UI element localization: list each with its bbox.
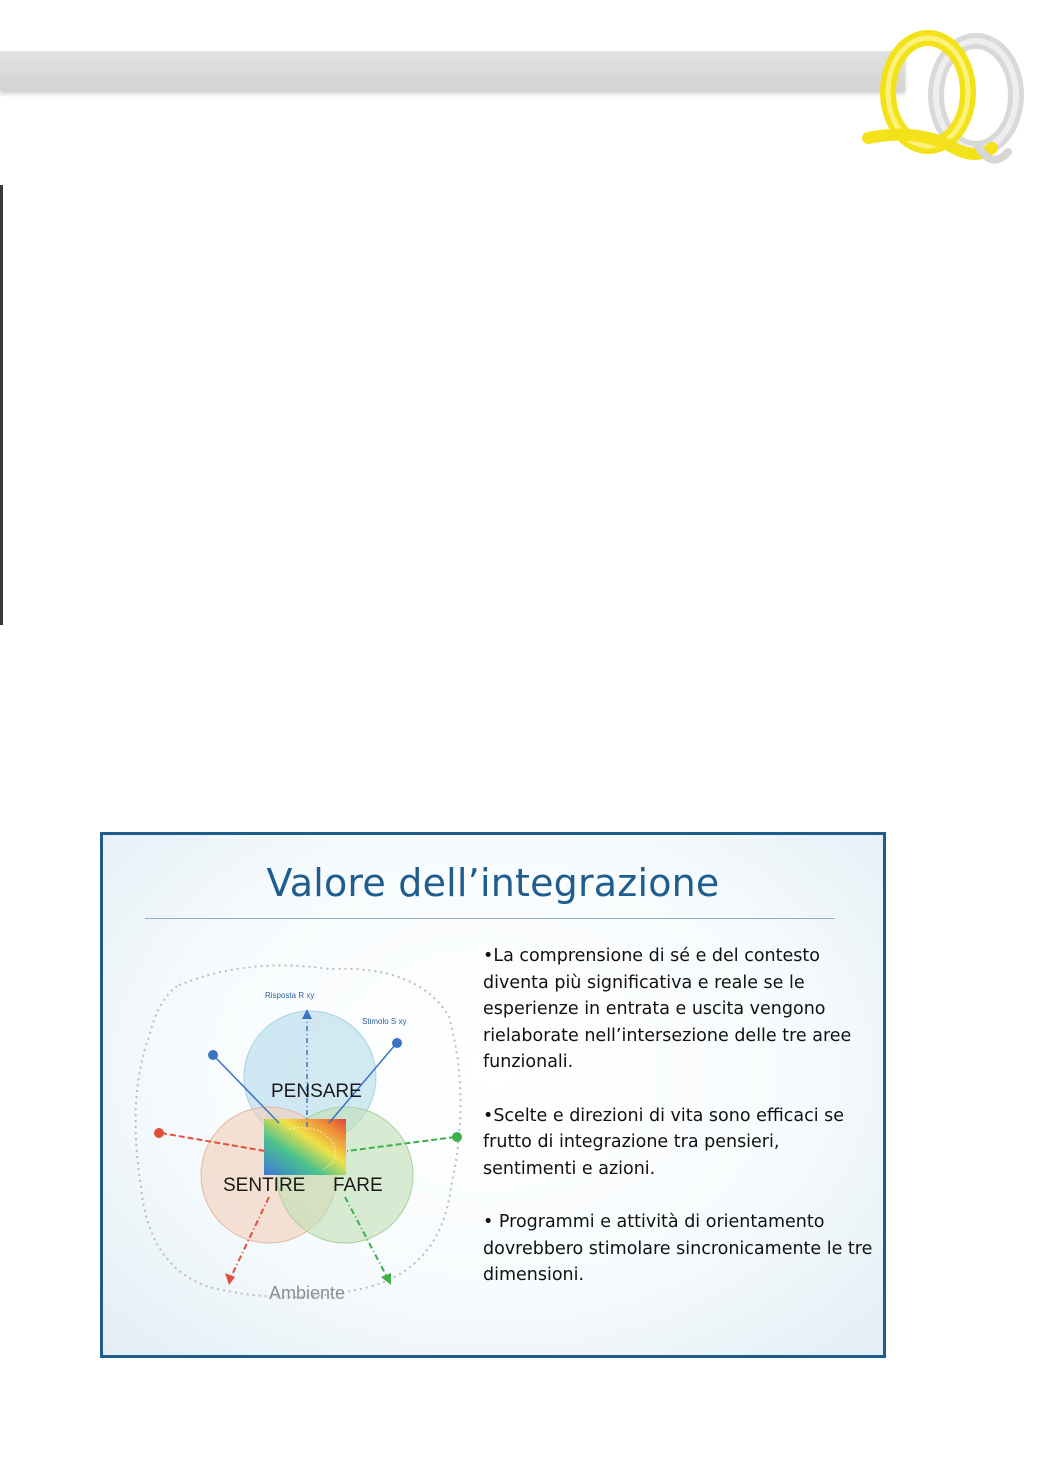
red-arrowhead <box>225 1273 235 1285</box>
header-bar <box>0 51 905 91</box>
blue-node-right <box>392 1038 402 1048</box>
left-margin-rule <box>0 185 3 625</box>
red-node <box>154 1128 164 1138</box>
bullet-item: •Scelte e direzioni di vita sono efficaci se frutto di integrazione tra pensieri, sentimenti e azioni. <box>483 1105 845 1179</box>
slide-image <box>100 832 886 1358</box>
bullet-item: •La comprensione di sé e del contesto diventa più significativa e reale se le esperienze in entrata e uscita vengono rielaborate nell’intersezione delle tre aree funzionali. <box>483 946 852 1072</box>
title-divider <box>145 918 835 919</box>
qq-logo <box>858 20 1038 180</box>
ambiente-label: Ambiente <box>269 1283 346 1303</box>
venn-diagram <box>119 947 479 1332</box>
integration-heatmap <box>264 1119 346 1175</box>
bullet-list <box>483 943 875 1316</box>
sentire-label: SENTIRE <box>223 1175 306 1196</box>
risposta-label: Risposta R xy <box>265 991 315 1000</box>
blue-node-left <box>208 1050 218 1060</box>
slide-title: Valore dell’integrazione <box>266 861 720 905</box>
stimolo-label: Stimolo S xy <box>362 1017 407 1026</box>
bullet-item: • Programmi e attività di orientamento dovrebbero stimolare sincronicamente le tre dimensioni. <box>483 1212 873 1285</box>
venn-graphic <box>119 947 479 1332</box>
fare-label: FARE <box>333 1175 383 1196</box>
green-node <box>452 1132 462 1142</box>
pensare-label: PENSARE <box>271 1081 362 1102</box>
